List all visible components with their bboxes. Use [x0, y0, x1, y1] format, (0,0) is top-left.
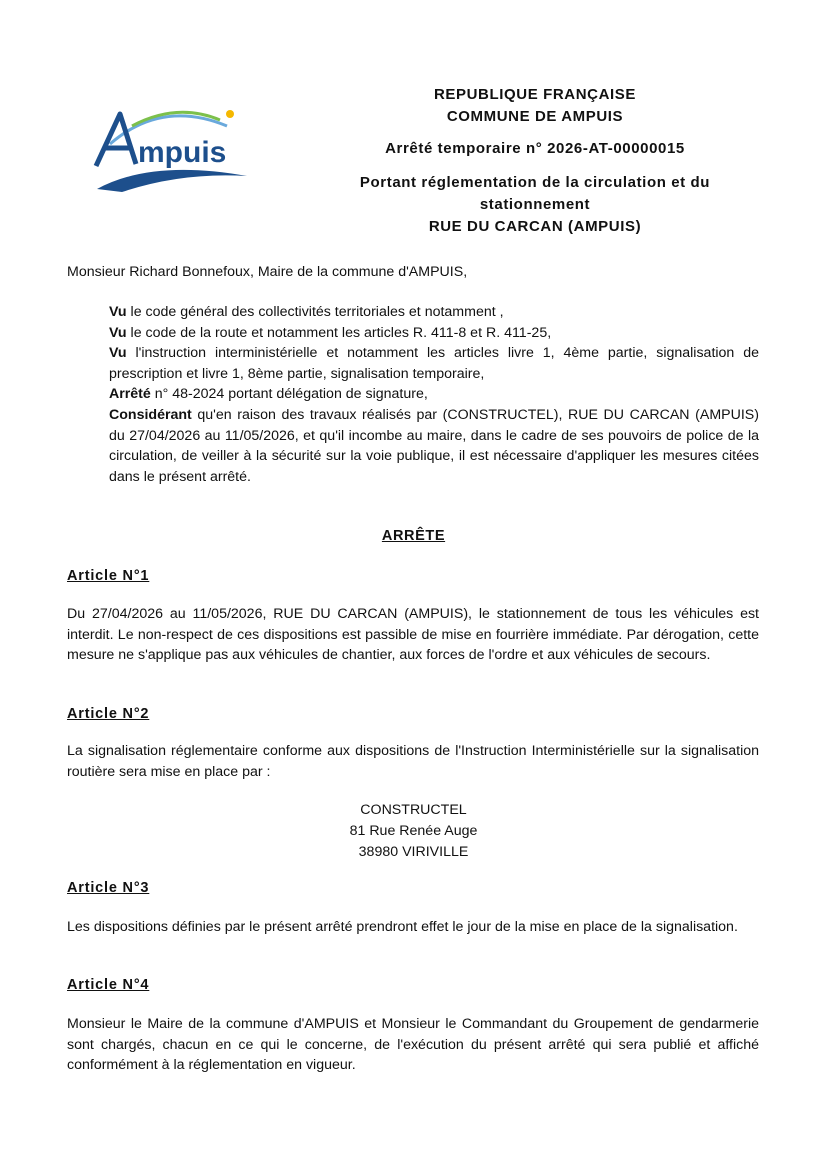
contractor-name: CONSTRUCTEL — [360, 802, 467, 818]
svg-text:mpuis: mpuis — [138, 136, 227, 169]
vus-block — [109, 302, 759, 487]
article-1-text: Du 27/04/2026 au 11/05/2026, RUE DU CARCAN (AMPUIS), le stationnement de tous les véhicules est interdit. Le non-respect de ces dispositions est passible de mise en fourrière immédiate. Par dérogation, cette mesure ne s'applique pas aux véhicules de chantier, aux forces de l'ordre et aux véhicules de secours. — [67, 606, 759, 664]
contractor-street: 81 Rue Renée Auge — [349, 823, 478, 839]
vu-item: Considérant qu'en raison des travaux réalisés par (CONSTRUCTEL), RUE DU CARCAN (AMPUIS) du 27/04/2026 au 11/05/2026, et qu'il incombe au maire, dans le cadre de ses pouvoirs de police de la circulation, de veiller à la sécurité sur la voie publique, il est nécessaire d'appliquer les mesures citées dans le présent arrêté. — [109, 406, 759, 485]
vu-item: Vu le code de la route et notamment les articles R. 411-8 et R. 411-25, — [109, 324, 552, 341]
article-4-title: Article N°4 — [67, 977, 150, 993]
subject-line-2: stationnement — [479, 196, 591, 213]
republic-line: REPUBLIQUE FRANÇAISE — [433, 86, 636, 103]
vu-item: Vu le code général des collectivités territoriales et notamment , — [109, 304, 504, 320]
article-2-title: Article N°2 — [67, 706, 150, 722]
document-header — [300, 84, 770, 238]
intro-line: Monsieur Richard Bonnefoux, Maire de la commune d'AMPUIS, — [67, 264, 468, 280]
commune-line: COMMUNE DE AMPUIS — [446, 108, 624, 125]
subject-line-1: Portant réglementation de la circulation et du — [359, 174, 711, 191]
article-2-text: La signalisation réglementaire conforme aux dispositions de l'Instruction Interministérielle sur la signalisation routière sera mise en place par : — [67, 743, 759, 780]
arrete-number: Arrêté temporaire n° 2026-AT-00000015 — [385, 140, 685, 157]
arrete-title: ARRÊTE — [381, 528, 446, 544]
article-3-text: Les dispositions définies par le présent arrêté prendront effet le jour de la mise en place de la signalisation. — [67, 919, 738, 935]
contractor-city: 38980 VIRIVILLE — [358, 844, 469, 860]
contractor-address — [0, 800, 827, 863]
vu-item: Vu l'instruction interministérielle et notamment les articles livre 1, 4ème partie, signalisation de prescription et livre 1, 8ème partie, signalisation temporaire, — [109, 345, 759, 382]
article-4-text: Monsieur le Maire de la commune d'AMPUIS et Monsieur le Commandant du Groupement de gendarmerie sont chargés, chacun en ce qui le concerne, de l'exécution du présent arrêté qui sera publié et affiché conformément à la réglementation en vigueur. — [67, 1016, 759, 1074]
article-3-title: Article N°3 — [67, 880, 150, 896]
article-1-title: Article N°1 — [67, 568, 150, 584]
subject-line-3: RUE DU CARCAN (AMPUIS) — [428, 218, 642, 235]
ampuis-logo — [92, 104, 257, 194]
vu-item: Arrêté n° 48-2024 portant délégation de signature, — [109, 386, 428, 403]
